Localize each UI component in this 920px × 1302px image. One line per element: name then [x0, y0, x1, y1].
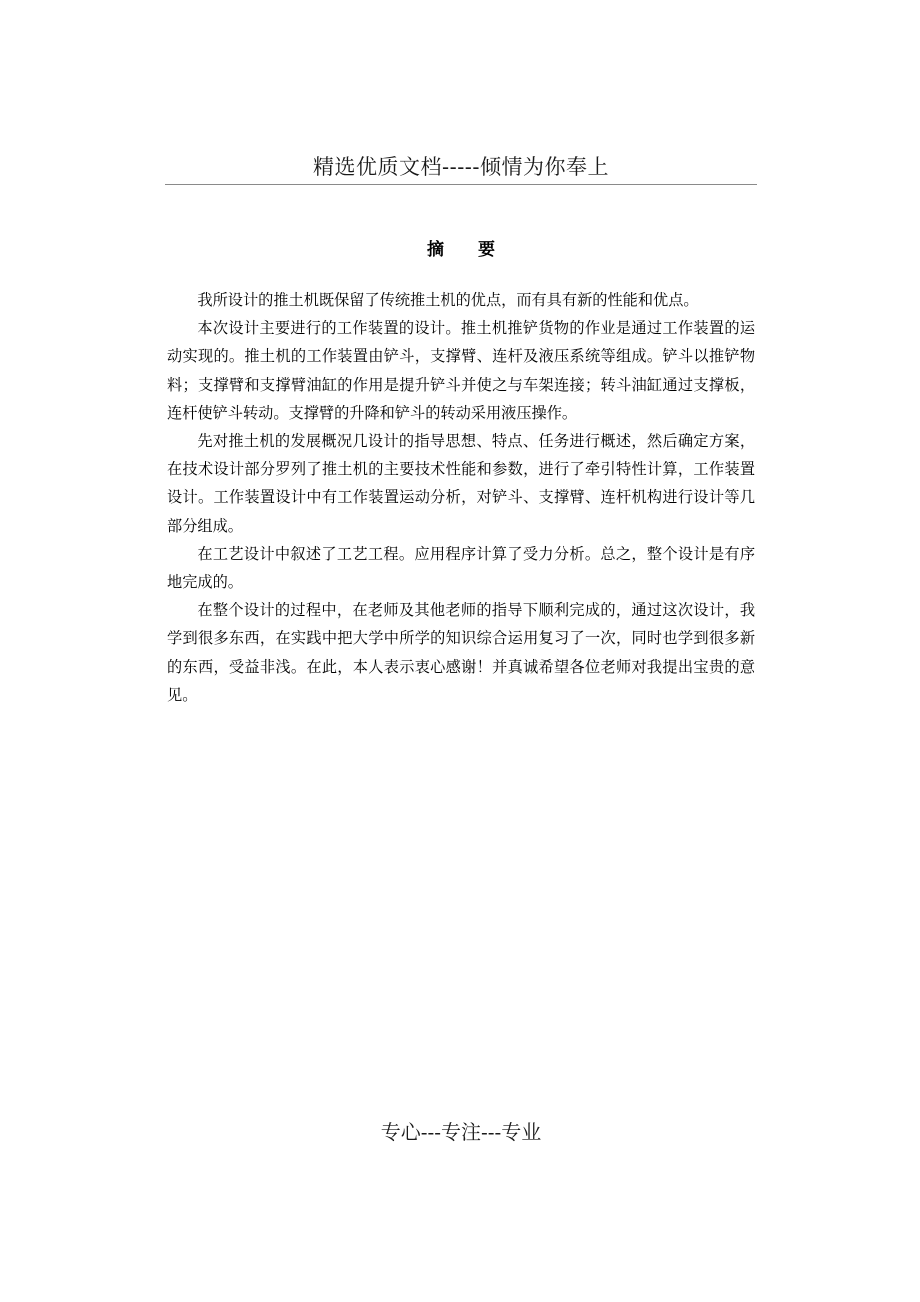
abstract-paragraph: 在工艺设计中叙述了工艺工程。应用程序计算了受力分析。总之，整个设计是有序地完成的。 — [167, 544, 755, 592]
abstract-body — [167, 286, 755, 709]
page-header: 精选优质文档-----倾情为你奉上 — [313, 155, 609, 179]
abstract-paragraph: 先对推土机的发展概况几设计的指导思想、特点、任务进行概述，然后确定方案，在技术设计部分罗列了推土机的主要技术性能和参数，进行了牵引特性计算，工作装置设计。工作装置设计中有工作装置运动分析，对铲斗、支撑臂、连杆机构进行设计等几部分组成。 — [167, 432, 755, 535]
abstract-paragraph: 本次设计主要进行的工作装置的设计。推土机推铲货物的作业是通过工作装置的运动实现的。推土机的工作装置由铲斗，支撑臂、连杆及液压系统等组成。铲斗以推铲物料；支撑臂和支撑臂油缸的作用是提升铲斗并使之与车架连接；转斗油缸通过支撑板，连杆使铲斗转动。支撑臂的升降和铲斗的转动采用液压操作。 — [167, 319, 755, 422]
abstract-paragraph: 我所设计的推土机既保留了传统推土机的优点，而有具有新的性能和优点。 — [197, 291, 699, 309]
abstract-title: 摘 要 — [427, 240, 509, 260]
abstract-paragraph: 在整个设计的过程中，在老师及其他老师的指导下顺利完成的，通过这次设计，我学到很多东西，在实践中把大学中所学的知识综合运用复习了一次，同时也学到很多新的东西，受益非浅。在此，本人表示衷心感谢！并真诚希望各位老师对我提出宝贵的意见。 — [167, 601, 755, 704]
header-divider — [165, 184, 757, 185]
page-footer: 专心---专注---专业 — [380, 1120, 542, 1144]
